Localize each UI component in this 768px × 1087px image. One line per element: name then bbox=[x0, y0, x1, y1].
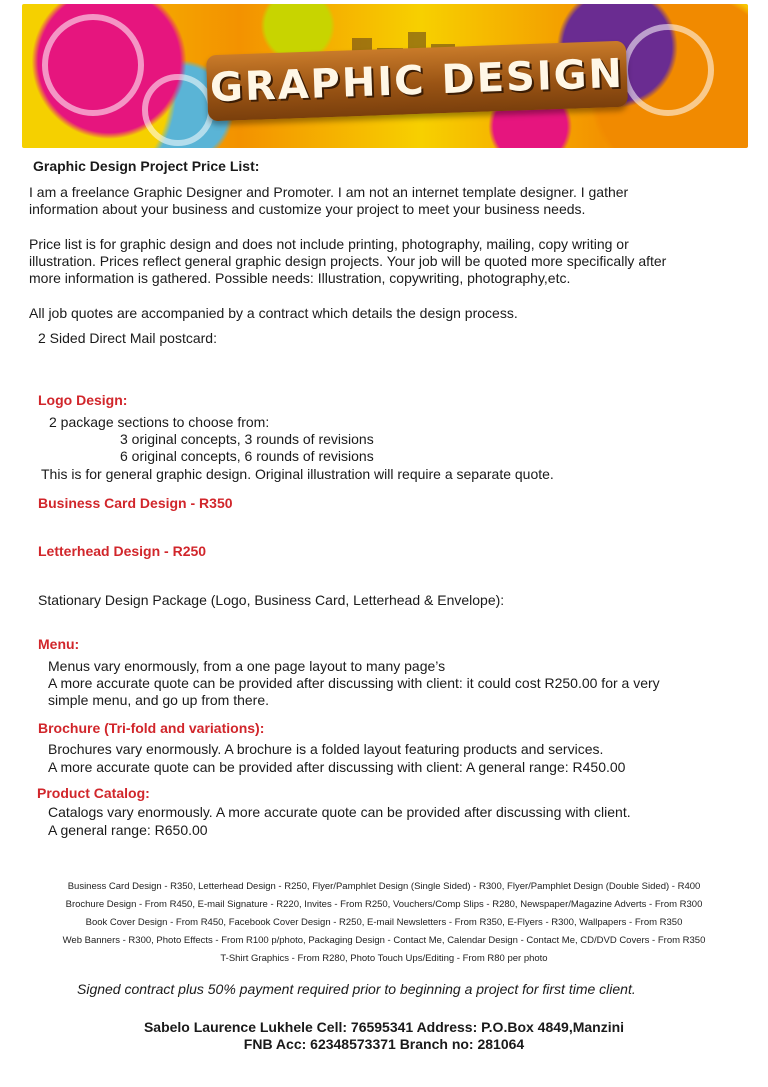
price-summary-line: Business Card Design - R350, Letterhead Design - R250, Flyer/Pamphlet Design (Single Sided) - R300, Flyer/Pamphlet Design (Double Sided) - R400 bbox=[67, 881, 701, 892]
pricing-note-paragraph bbox=[29, 236, 741, 287]
contract-note: All job quotes are accompanied by a contract which details the design process. bbox=[29, 305, 518, 321]
intro-line: information about your business and customize your project to meet your business needs. bbox=[29, 201, 586, 217]
banner-title-plank bbox=[206, 41, 628, 122]
logo-note: This is for general graphic design. Original illustration will require a separate quote. bbox=[41, 466, 554, 482]
brochure-line: Brochures vary enormously. A brochure is a folded layout featuring products and services. bbox=[48, 741, 604, 757]
postcard-item: 2 Sided Direct Mail postcard: bbox=[38, 330, 217, 346]
logo-design-heading: Logo Design: bbox=[38, 392, 128, 408]
business-card-heading: Business Card Design - R350 bbox=[38, 495, 233, 511]
price-summary-line: T-Shirt Graphics - From R280, Photo Touch Ups/Editing - From R80 per photo bbox=[220, 953, 548, 964]
logo-option: 6 original concepts, 6 rounds of revisions bbox=[120, 448, 374, 464]
logo-option: 3 original concepts, 3 rounds of revisions bbox=[120, 431, 374, 447]
pricing-note-line: Price list is for graphic design and does not include printing, photography, mailing, copy writing or bbox=[29, 236, 629, 252]
intro-line: I am a freelance Graphic Designer and Promoter. I am not an internet template designer. I gather bbox=[29, 184, 629, 200]
contact-line: Sabelo Laurence Lukhele Cell: 76595341 Address: P.O.Box 4849,Manzini bbox=[143, 1019, 625, 1035]
brochure-heading: Brochure (Tri-fold and variations): bbox=[38, 720, 265, 736]
swirl-decoration bbox=[142, 74, 214, 146]
stationary-package: Stationary Design Package (Logo, Business Card, Letterhead & Envelope): bbox=[38, 592, 505, 608]
pricing-note-line: more information is gathered. Possible needs: Illustration, copywriting, photography,etc. bbox=[29, 270, 571, 286]
menu-line: simple menu, and go up from there. bbox=[48, 692, 270, 708]
menu-line: A more accurate quote can be provided after discussing with client: it could cost R250.00 for a very bbox=[48, 675, 660, 691]
banner-title: GRAPHIC DESIGN bbox=[209, 50, 625, 112]
menu-heading: Menu: bbox=[38, 636, 80, 652]
catalog-heading: Product Catalog: bbox=[37, 785, 150, 801]
price-summary-line: Book Cover Design - From R450, Facebook Cover Design - R250, E-mail Newsletters - From R350, E-Flyers - R300, Wallpapers - From R350 bbox=[85, 917, 683, 928]
price-summary-line: Web Banners - R300, Photo Effects - From R100 p/photo, Packaging Design - Contact Me, Calendar Design - Contact Me, CD/DVD Covers - From R350 bbox=[62, 935, 706, 946]
bank-details-line: FNB Acc: 62348573371 Branch no: 281064 bbox=[243, 1036, 525, 1052]
swirl-decoration bbox=[622, 24, 714, 116]
intro-paragraph bbox=[29, 184, 741, 218]
catalog-line: A general range: R650.00 bbox=[48, 822, 208, 838]
pricing-note-line: illustration. Prices reflect general graphic design projects. Your job will be quoted more specifically after bbox=[29, 253, 667, 269]
letterhead-heading: Letterhead Design - R250 bbox=[38, 543, 207, 559]
brochure-line: A more accurate quote can be provided after discussing with client: A general range: R450.00 bbox=[48, 759, 626, 775]
menu-line: Menus vary enormously, from a one page layout to many page’s bbox=[48, 658, 446, 674]
price-summary-line: Brochure Design - From R450, E-mail Signature - R220, Invites - From R250, Vouchers/Comp Slips - R280, Newspaper/Magazine Adverts - From R300 bbox=[65, 899, 703, 910]
swirl-decoration bbox=[42, 14, 144, 116]
header-banner bbox=[22, 4, 748, 148]
catalog-line: Catalogs vary enormously. A more accurate quote can be provided after discussing with client. bbox=[48, 804, 631, 820]
page-title: Graphic Design Project Price List: bbox=[33, 158, 260, 174]
logo-intro: 2 package sections to choose from: bbox=[49, 414, 270, 430]
payment-terms: Signed contract plus 50% payment required prior to beginning a project for first time client. bbox=[77, 981, 636, 997]
